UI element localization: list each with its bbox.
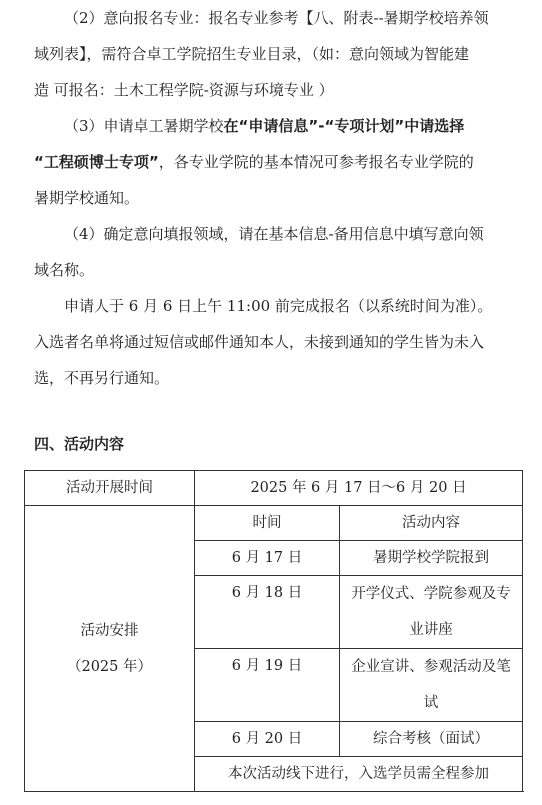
period-value-cell: 2025 年 6 月 17 日～6 月 20 日 [195,471,523,506]
text-line: 入选者名单将通过短信或邮件通知本人，未接到通知的学生皆为未入 [34,333,485,351]
paragraph-major-selection [34,0,522,108]
paragraph-deadline [34,288,522,396]
table-row-period [25,471,523,506]
text-bold-program-name: “工程硕博士专项” [34,153,159,171]
date-cell: 6 月 19 日 [195,649,340,722]
column-header-content: 活动内容 [340,506,523,541]
text-line: （4）确定意向填报领域，请在基本信息-备用信息中填写意向领 [64,225,484,243]
period-label-cell: 活动开展时间 [25,471,195,506]
paragraph-special-program [34,108,522,216]
date-cell: 6 月 18 日 [195,576,340,649]
text-line: （2）意向报名专业：报名专业参考【八、附表--暑期学校培养领 [64,9,489,27]
column-header-time: 时间 [195,506,340,541]
text-normal: （3）申请卓工暑期学校 [64,117,224,135]
text-bold-instruction: 在“申请信息”-“专项计划”中请选择 [223,117,465,135]
schedule-label: 活动安排 [80,622,139,639]
activity-table [24,470,523,792]
schedule-label-cell [25,506,195,792]
text-line [34,144,522,180]
schedule-year: （2025 年） [66,658,152,675]
table-row-header [25,506,523,541]
content-cell: 开学仪式、学院参观及专业讲座 [340,576,523,649]
date-cell: 6 月 17 日 [195,541,340,576]
text-line [34,108,522,144]
text-line: 域列表】，需符合卓工学院招生专业目录，（如：意向领域为智能建 [34,45,470,63]
content-cell: 企业宣讲、参观活动及笔试 [340,649,523,722]
section-heading: 四、活动内容 [34,435,125,453]
content-cell: 综合考核（面试） [340,722,523,757]
text-line: 选，不再另行通知。 [34,369,170,387]
text-line: 暑期学校通知。 [34,189,140,207]
content-cell: 暑期学校学院报到 [340,541,523,576]
text-line: 申请人于 6 月 6 日上午 11:00 前完成报名（以系统时间为准）。 [64,297,493,315]
text-line: 造 可报名：土木工程学院-资源与环境专业 ） [34,81,334,99]
footer-note-cell: 本次活动线下进行，入选学员需全程参加 [195,757,523,792]
text-normal: ，各专业学院的基本情况可参考报名专业学院的 [158,153,474,171]
text-line: 域名称。 [34,261,95,279]
paragraph-intended-field [34,216,522,288]
date-cell: 6 月 20 日 [195,722,340,757]
